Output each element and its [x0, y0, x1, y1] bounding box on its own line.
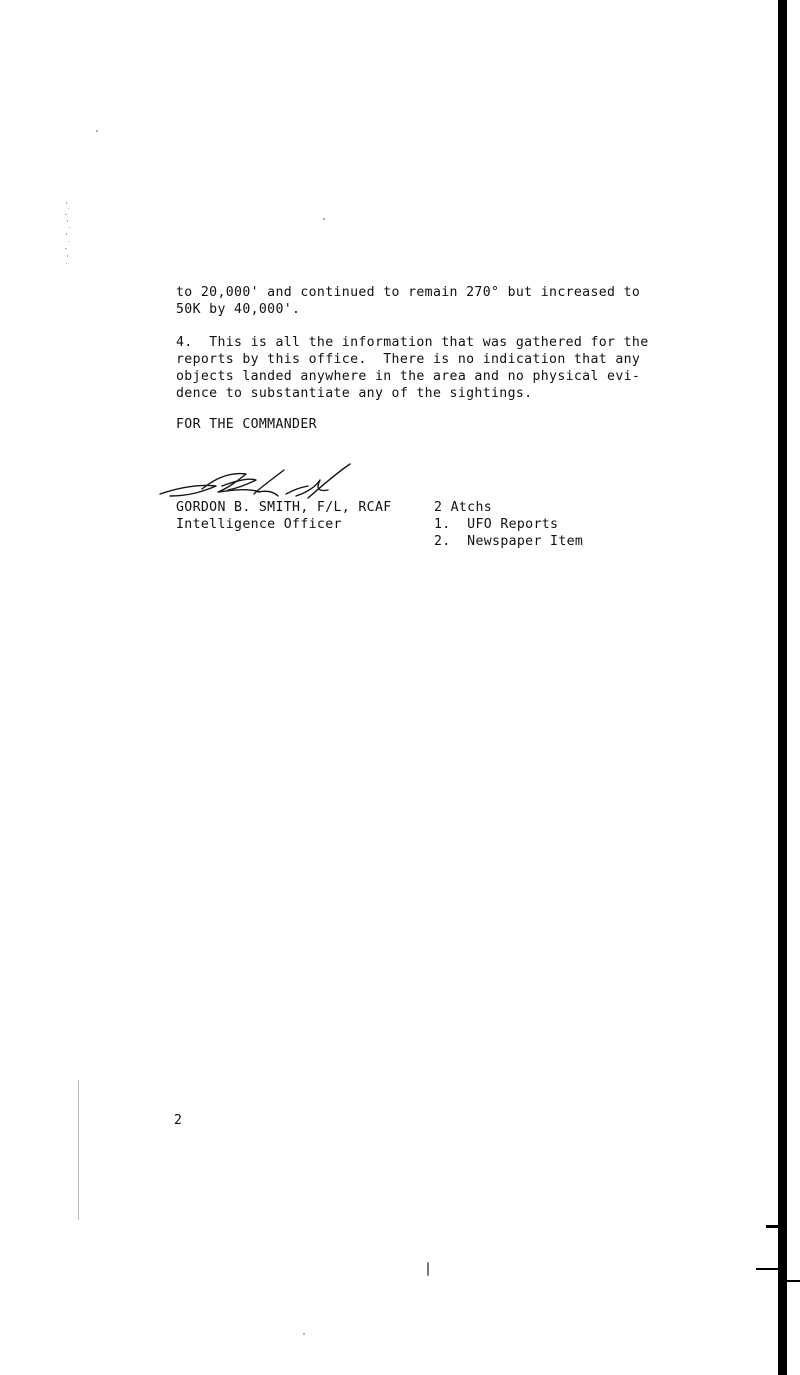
scan-speck — [303, 1333, 305, 1335]
scan-edge-mark — [787, 1280, 800, 1282]
attachment-item: 1. UFO Reports — [434, 517, 559, 532]
body-line: 50K by 40,000'. — [176, 302, 301, 317]
closing-line: FOR THE COMMANDER — [176, 417, 317, 432]
signer-name: GORDON B. SMITH, F/L, RCAF — [176, 500, 392, 515]
scan-speck — [323, 218, 325, 220]
signer-title: Intelligence Officer — [176, 517, 342, 532]
scan-page-edge — [778, 0, 787, 1375]
attachments-header: 2 Atchs — [434, 500, 493, 515]
scan-speck — [96, 130, 98, 132]
scan-speck — [78, 1080, 79, 1220]
scan-edge-mark — [766, 1225, 778, 1228]
body-line: to 20,000' and continued to remain 270° but increased to — [176, 285, 641, 300]
scan-speck — [427, 1262, 429, 1276]
paragraph-4-line: dence to substantiate any of the sightings. — [176, 386, 533, 401]
page-number: 2 — [174, 1113, 182, 1128]
attachment-item: 2. Newspaper Item — [434, 534, 584, 549]
scan-specks — [64, 200, 72, 270]
paragraph-4-line: objects landed anywhere in the area and no physical evi- — [176, 369, 641, 384]
scan-edge-mark — [756, 1268, 778, 1270]
paragraph-4-line: reports by this office. There is no indication that any — [176, 352, 641, 367]
paragraph-4-line: 4. This is all the information that was gathered for the — [176, 335, 649, 350]
